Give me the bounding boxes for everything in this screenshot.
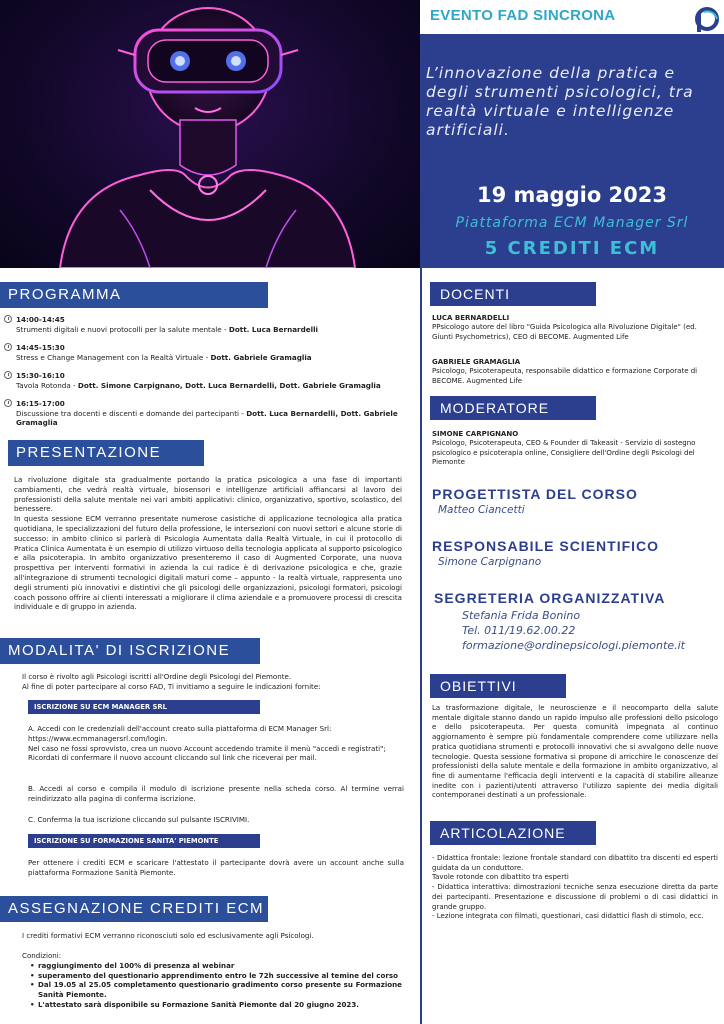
step-a-line-1: A. Accedi con le credenziali dell'account creato sulla piattaforma di ECM Manager Srl:	[28, 724, 332, 733]
left-column	[0, 268, 420, 1024]
assegnazione-intro: I crediti formativi ECM verranno riconosciuti solo ed esclusivamente agli Psicologi.	[22, 931, 314, 940]
assegnazione-conditions	[22, 951, 402, 1010]
program-topic: Strumenti digitali e nuovi protocolli per la salute mentale -	[16, 324, 229, 334]
articolazione-line: Tavole rotonde con dibattito tra esperti	[432, 873, 569, 882]
docenti-heading: DOCENTI	[430, 282, 596, 306]
event-type: EVENTO FAD SINCRONA	[430, 7, 616, 24]
formazione-sanita-box: ISCRIZIONE SU FORMAZIONE SANITA' PIEMONTE	[28, 834, 260, 848]
obiettivi-text: La trasformazione digitale, le neuroscienze e il neocomparto della salute mentale digitale stanno dando un rapido impulso alle professioni dello psicologo e dello psicoterapeuta. Per questa comunità impegnata al continuo aggiornamento è sempre più fondamentale comprendere come utilizzare nella pratica quotidiana strumenti e protocolli innovativi che si avvalgono delle nuove tecnologie. Questa sessione formativa si propone di arricchire le conoscenze dei professionisti della salute mentale e della formazione in ambito organizzativo, al fine di aumentarne l'efficacia degli interventi e la capacità di stabilire alleanze inedite con i pazienti/utenti attraverso l'utilizzo sapiente dei media digitali contemporanei destinati a un professionale.	[432, 704, 718, 800]
program-topic: Tavola Rotonda -	[16, 380, 78, 390]
header	[0, 0, 724, 268]
iscrizione-intro	[22, 672, 402, 692]
clock-icon	[4, 399, 12, 407]
vr-headset-illustration	[0, 0, 420, 268]
presentazione-paragraph-2: In questa sessione ECM verranno presentate numerose casistiche di applicazione tecnologica alla pratica quotidiana, le specializzazioni del futuro della professione, le intersezioni con nuovi settori e alcune storie di successo: in ambito clinico si parlerà di Psicologia Aumentata dalla Realtà Virtuale, in cui il protocollo di Pratica Clinica Aumentata è un esempio di utilizzo virtuoso della tecnologia applicata al supporto psicologico e alla psicoterapia. In ambito organizzativo presenteremo il caso di Augmented Corporate, una nuova prospettiva per interventi formativi in azienda la cui radice è di derivazione psicologica e che, grazie all'integrazione di strumenti tecnologici digitali maturi come – appunto - la realtà virtuale, rappresenta uno degli strumenti più innovativi e distintivi che gli psicologi delle organizzazioni, psicologi formatori, psicologi coach possono offrire ai clienti interessati a migliorare il clima aziendale e a promuovere processi di crescita individuale e di gruppo in azienda.	[14, 514, 402, 612]
presentazione-heading: PRESENTAZIONE	[8, 440, 204, 466]
iscrizione-step-b: B. Accedi al corso e compila il modulo di iscrizione presente nella scheda corso. Al termine verrai reindirizzato alla pagina di conferma iscrizione.	[28, 784, 404, 803]
event-type-bar	[420, 0, 724, 34]
formazione-sanita-text: Per ottenere i crediti ECM e scaricare l'attestato il partecipante dovrà avere un account anche sulla piattaforma Formazione Sanità Piemonte.	[28, 858, 404, 877]
program-speakers: Dott. Luca Bernardelli, Dott. Gabriele Gramaglia	[16, 408, 398, 427]
event-tagline: L’innovazione della pratica e degli strumenti psicologici, tra realtà virtuale e intelligenze artificiali.	[426, 64, 694, 139]
clock-icon	[4, 315, 12, 323]
step-a-line-4: Ricordati di confermare il nuovo account cliccando sul link che riceverai per mail.	[28, 753, 317, 763]
responsabile-name: Simone Carpignano	[438, 556, 542, 568]
moderatore-bio: Psicologo, Psicoterapeuta, CEO & Founder di Takeasit - Servizio di sostegno psicologico e psicoterapia online, Consigliere dell'Ordine degli Psicologi del Piemonte	[432, 439, 696, 467]
ecm-manager-box: ISCRIZIONE SU ECM MANAGER SRL	[28, 700, 260, 714]
program-item	[16, 399, 410, 428]
program-time: 15:30-16:10	[16, 371, 65, 380]
program-time: 14:00-14:45	[16, 315, 65, 324]
presentazione-text	[14, 475, 402, 612]
hero-panel	[420, 0, 724, 268]
iscrizione-intro-1: Il corso è rivolto agli Psicologi iscritti all'Ordine degli Psicologi del Piemonte.	[22, 672, 292, 681]
moderatore-heading: MODERATORE	[430, 396, 596, 420]
obiettivi-heading: OBIETTIVI	[430, 674, 566, 698]
program-speakers: Dott. Simone Carpignano, Dott. Luca Bernardelli, Dott. Gabriele Gramaglia	[77, 380, 381, 390]
iscrizione-step-c: C. Conferma la tua iscrizione cliccando sul pulsante ISCRIVIMI.	[28, 815, 250, 824]
condition-item: • L'attestato sarà disponibile su Formazione Sanità Piemonte dal 20 giugno 2023.	[30, 1000, 402, 1010]
step-a-line-3: Nel caso ne fossi sprovvisto, crea un nuovo Account accedendo tramite il menù "accedi e registrati";	[28, 743, 386, 753]
program-item	[16, 343, 410, 362]
segreteria-phone: Tel. 011/19.62.00.22	[462, 624, 576, 637]
articolazione-line: - Didattica frontale: lezione frontale standard con dibattito tra discenti ed esperti guidata da un conduttore.	[432, 854, 718, 872]
assegnazione-heading: ASSEGNAZIONE CREDITI ECM	[0, 896, 268, 922]
responsabile-heading: RESPONSABILE SCIENTIFICO	[432, 538, 660, 554]
event-credits: 5 CREDITI ECM	[484, 238, 660, 259]
articolazione-text	[432, 854, 718, 922]
program-speakers: Dott. Luca Bernardelli	[228, 324, 318, 334]
moderatore-name: SIMONE CARPIGNANO	[432, 430, 519, 438]
condition-item: • Dal 19.05 al 25.05 completamento questionario gradimento corso presente su Formazione Sanità Piemonte.	[30, 980, 402, 1000]
column-divider	[420, 268, 422, 1024]
progettista-name: Matteo Ciancetti	[438, 504, 525, 516]
progettista-heading: PROGETTISTA DEL CORSO	[432, 486, 638, 502]
program-time: 16:15-17:00	[16, 399, 65, 408]
iscrizione-intro-2: Al fine di poter partecipare al corso FAD, Ti invitiamo a seguire le indicazioni fornite:	[22, 681, 321, 691]
presentazione-paragraph-1: La rivoluzione digitale sta gradualmente portando la pratica psicologica a una fase di importanti cambiamenti, che vedrà realtà virtuale, biosensori e intelligenze artificiali affiancarsi al lavoro dei professionisti della salute mentale nei vari ambiti applicativi: clinico, organizzativo, sportivo, scolastico, del benessere.	[14, 475, 402, 514]
programma-heading: PROGRAMMA	[0, 282, 268, 308]
clock-icon	[4, 371, 12, 379]
articolazione-line: - Didattica interattiva: dimostrazioni tecniche senza esecuzione diretta da parte dei partecipanti. Presentazione e discussione di problemi o di casi didattici in grande gruppo.	[432, 883, 718, 911]
program-topic: Stress e Change Management con la Realtà Virtuale -	[16, 352, 211, 362]
right-column	[424, 268, 724, 1024]
program-item	[16, 371, 410, 390]
program-topic: Discussione tra docenti e discenti e domande dei partecipanti -	[16, 408, 247, 418]
conditions-label: Condizioni:	[22, 951, 62, 960]
segreteria-email[interactable]: formazione@ordinepsicologi.piemonte.it	[462, 639, 685, 652]
docente-bio: PPsicologo autore del libro "Guida Psicologica alla Rivoluzione Digitale" (ed. Giunti Psychometrics), CEO di BECOME. Augmented Life	[432, 323, 697, 341]
ecm-manager-login-link[interactable]: https://www.ecmmanagersrl.com/login.	[28, 733, 168, 743]
iscrizione-heading: MODALITA' DI ISCRIZIONE	[0, 638, 260, 664]
segreteria-heading: SEGRETERIA ORGANIZZATIVA	[434, 590, 666, 606]
ordine-psicologi-logo-icon	[692, 6, 720, 34]
moderatore-block	[432, 430, 718, 468]
docente-name: GABRIELE GRAMAGLIA	[432, 358, 521, 366]
clock-icon	[4, 343, 12, 351]
event-platform: Piattaforma ECM Manager Srl	[455, 215, 689, 231]
condition-item: • raggiungimento del 100% di presenza al webinar	[30, 961, 402, 971]
docente-gramaglia	[432, 358, 718, 386]
articolazione-heading: ARTICOLAZIONE	[430, 821, 596, 845]
event-date: 19 maggio 2023	[476, 183, 668, 207]
program-speakers: Dott. Gabriele Gramaglia	[210, 352, 312, 362]
segreteria-name: Stefania Frida Bonino	[462, 609, 581, 622]
docente-bio: Psicologo, Psicoterapeuta, responsabile didattico e formazione Corporate di BECOME. Augmented Life	[432, 367, 698, 385]
articolazione-line: - Lezione integrata con filmati, questionari, casi didattici flash di stimolo, ecc.	[432, 912, 704, 921]
program-item	[16, 315, 410, 334]
iscrizione-step-a	[28, 724, 404, 763]
program-time: 14:45-15:30	[16, 343, 65, 352]
docente-name: LUCA BERNARDELLI	[432, 314, 510, 322]
condition-item: • superamento del questionario apprendimento entro le 72h successive al temine del corso	[30, 971, 402, 981]
docente-bernardelli	[432, 314, 718, 342]
